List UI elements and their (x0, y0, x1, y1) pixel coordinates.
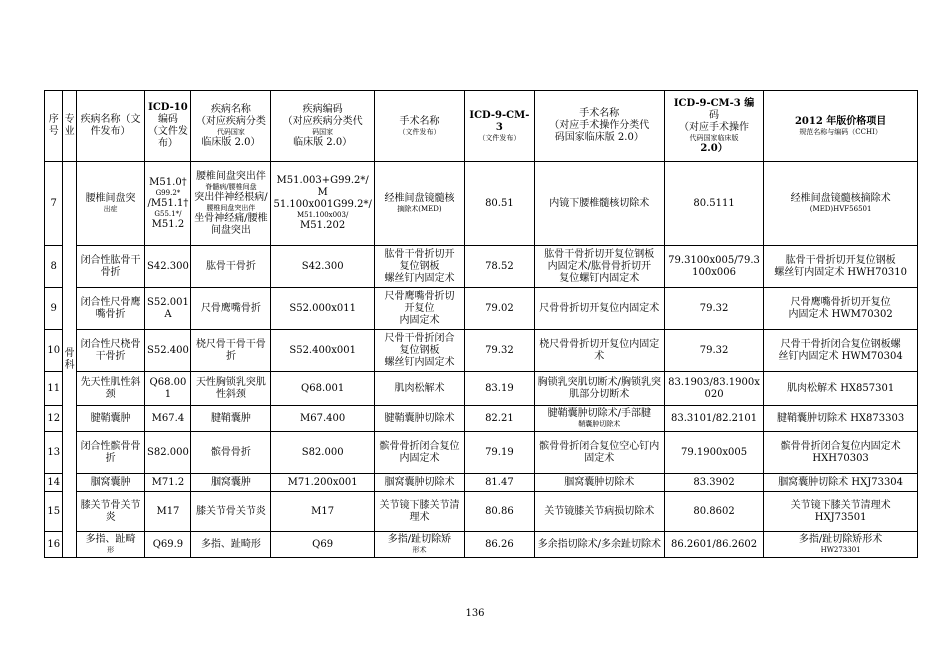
cell-disease: 闭合性肱骨干骨折 (76, 246, 145, 288)
cell-disease-class: 桡尺骨干骨干骨折 (191, 330, 271, 372)
cell-seq: 7 (45, 162, 63, 246)
cell-disease-code: S52.400x001 (271, 330, 374, 372)
cell-surgery: 肌肉松解术 (374, 372, 464, 406)
cell-disease-class: 腘窝囊肿 (191, 474, 271, 492)
table-header-row (45, 91, 918, 162)
cell-disease-code: M67.400 (271, 406, 374, 432)
cell-icd9-class: 83.3101/82.2101 (664, 406, 763, 432)
cell-icd9: 86.26 (465, 532, 535, 558)
cell-icd9: 83.19 (465, 372, 535, 406)
cell-seq: 13 (45, 432, 63, 474)
cell-icd9: 79.02 (465, 288, 535, 330)
cell-icd9-class: 83.3902 (664, 474, 763, 492)
cell-specialty: 骨科 (63, 162, 76, 558)
table-row (45, 246, 918, 288)
table-row (45, 492, 918, 532)
cell-icd9-class: 80.8602 (664, 492, 763, 532)
cell-disease-code: Q69 (271, 532, 374, 558)
cell-surgery-class: 尺骨骨折切开复位内固定术 (534, 288, 664, 330)
cell-surgery-class: 多余指切除术/多余趾切除术 (534, 532, 664, 558)
header-price-item: 2012 年版价格项目 规范名称与编码（CCHI） (764, 91, 918, 162)
cell-icd10: S82.000 (145, 432, 191, 474)
cell-disease: 膝关节骨关节炎 (76, 492, 145, 532)
cell-price: 腘窝囊肿切除术 HXJ73304 (764, 474, 918, 492)
table-row (45, 372, 918, 406)
header-disease-name-class: 疾病名称 （对应疾病分类 代码国家 临床版 2.0） (191, 91, 271, 162)
cell-surgery: 经椎间盘镜髓核 摘除术(MED) (374, 162, 464, 246)
cell-price: 肌肉松解术 HX857301 (764, 372, 918, 406)
cell-disease: 闭合性尺桡骨干骨折 (76, 330, 145, 372)
cell-icd10: S52.400 (145, 330, 191, 372)
cell-disease: 多指、趾畸 形 (76, 532, 145, 558)
cell-surgery: 尺骨鹰嘴骨折切 开复位 内固定术 (374, 288, 464, 330)
cell-icd9-class: 80.5111 (664, 162, 763, 246)
table-row (45, 406, 918, 432)
cell-disease: 腰椎间盘突 出症 (76, 162, 145, 246)
cell-icd9: 80.86 (465, 492, 535, 532)
cell-icd10: Q68.001 (145, 372, 191, 406)
cell-surgery: 肱骨干骨折切开 复位钢板 螺丝钉内固定术 (374, 246, 464, 288)
header-surgery-class: 手术名称 （对应手术操作分类代 码国家临床版 2.0） (534, 91, 664, 162)
cell-disease-class: 天性胸锁乳突肌性斜颈 (191, 372, 271, 406)
header-icd10: ICD-10 编码 （文件发布） (145, 91, 191, 162)
cell-icd9-class: 79.3100x005/79.3100x006 (664, 246, 763, 288)
cell-seq: 11 (45, 372, 63, 406)
cell-disease-class: 腰椎间盘突出伴 脊髓病/腰椎间盘 突出伴神经根病/ 腰椎间盘突出伴 坐骨神经痛/腰椎 间盘突出 (191, 162, 271, 246)
cell-disease-code: M71.200x001 (271, 474, 374, 492)
cell-seq: 8 (45, 246, 63, 288)
cell-surgery: 多指/趾切除矫 形术 (374, 532, 464, 558)
cell-icd10: S52.001A (145, 288, 191, 330)
cell-surgery-class: 桡尺骨骨折切开复位内固定术 (534, 330, 664, 372)
cell-disease-class: 膝关节骨关节炎 (191, 492, 271, 532)
cell-icd9-class: 79.1900x005 (664, 432, 763, 474)
header-icd9: ICD-9-CM-3 （文件发布） (465, 91, 535, 162)
cell-disease: 腱鞘囊肿 (76, 406, 145, 432)
cell-surgery: 关节镜下膝关节清理术 (374, 492, 464, 532)
cell-disease-code: S52.000x011 (271, 288, 374, 330)
procedure-table (44, 90, 918, 558)
cell-icd9: 82.21 (465, 406, 535, 432)
cell-price: 关节镜下膝关节清理术 HXJ73501 (764, 492, 918, 532)
cell-price: 髌骨骨折闭合复位内固定术 HXH70303 (764, 432, 918, 474)
cell-icd9-class: 79.32 (664, 330, 763, 372)
cell-disease-code: M17 (271, 492, 374, 532)
table-row (45, 432, 918, 474)
cell-surgery: 尺骨干骨折闭合 复位钢板 螺丝钉内固定术 (374, 330, 464, 372)
cell-disease-code: S42.300 (271, 246, 374, 288)
cell-icd9: 80.51 (465, 162, 535, 246)
cell-icd9-class: 86.2601/86.2602 (664, 532, 763, 558)
cell-icd10: M17 (145, 492, 191, 532)
cell-icd10: M51.0† G99.2* /M51.1† G55.1*/ M51.2 (145, 162, 191, 246)
cell-icd9-class: 79.32 (664, 288, 763, 330)
table-row (45, 330, 918, 372)
cell-price: 尺骨鹰嘴骨折切开复位 内固定术 HWM70302 (764, 288, 918, 330)
table-row (45, 474, 918, 492)
cell-surgery: 腱鞘囊肿切除术 (374, 406, 464, 432)
header-disease-code: 疾病编码 （对应疾病分类代 码国家 临床版 2.0） (271, 91, 374, 162)
cell-seq: 15 (45, 492, 63, 532)
cell-surgery-class: 髌骨骨折闭合复位空心钉内固定术 (534, 432, 664, 474)
cell-price: 尺骨干骨折闭合复位钢板螺 丝钉内固定术 HWM70304 (764, 330, 918, 372)
cell-seq: 10 (45, 330, 63, 372)
header-disease-name: 疾病名称（文件发布） (76, 91, 145, 162)
cell-surgery-class: 内镜下腰椎髓核切除术 (534, 162, 664, 246)
cell-price: 多指/趾切除矫形术 HW273301 (764, 532, 918, 558)
page-number: 136 (465, 608, 485, 619)
cell-icd9: 79.19 (465, 432, 535, 474)
cell-surgery: 腘窝囊肿切除术 (374, 474, 464, 492)
header-surgery-name: 手术名称 （文件发布） (374, 91, 464, 162)
cell-icd10: S42.300 (145, 246, 191, 288)
cell-surgery-class: 腱鞘囊肿切除术/手部腱 鞘囊肿切除术 (534, 406, 664, 432)
cell-price: 腱鞘囊肿切除术 HX873303 (764, 406, 918, 432)
cell-surgery-class: 腘窝囊肿切除术 (534, 474, 664, 492)
cell-disease-code: M51.003+G99.2*/M 51.100x001G99.2*/ M51.100x003/ M51.202 (271, 162, 374, 246)
cell-icd10: Q69.9 (145, 532, 191, 558)
cell-disease-class: 髌骨骨折 (191, 432, 271, 474)
cell-disease-class: 腱鞘囊肿 (191, 406, 271, 432)
cell-icd9: 78.52 (465, 246, 535, 288)
header-specialty: 专业 (63, 91, 76, 162)
cell-surgery-class: 关节镜膝关节病损切除术 (534, 492, 664, 532)
cell-surgery-class: 肱骨干骨折切开复位钢板 内固定术/肱骨骨折切开 复位螺钉内固定术 (534, 246, 664, 288)
cell-icd10: M71.2 (145, 474, 191, 492)
cell-disease: 先天性肌性斜颈 (76, 372, 145, 406)
cell-icd10: M67.4 (145, 406, 191, 432)
cell-seq: 9 (45, 288, 63, 330)
cell-icd9: 79.32 (465, 330, 535, 372)
cell-icd9-class: 83.1903/83.1900x020 (664, 372, 763, 406)
cell-seq: 12 (45, 406, 63, 432)
cell-icd9: 81.47 (465, 474, 535, 492)
cell-seq: 14 (45, 474, 63, 492)
cell-surgery-class: 胸锁乳突肌切断术/胸锁乳突肌部分切断术 (534, 372, 664, 406)
cell-disease: 闭合性髌骨骨折 (76, 432, 145, 474)
header-icd9-class: ICD-9-CM-3 编 码 （对应手术操作 代码国家临床版 2.0） (664, 91, 763, 162)
table-row (45, 532, 918, 558)
table-row (45, 288, 918, 330)
cell-price: 肱骨干骨折切开复位钢板 螺丝钉内固定术 HWH70310 (764, 246, 918, 288)
cell-disease-code: Q68.001 (271, 372, 374, 406)
cell-disease-class: 多指、趾畸形 (191, 532, 271, 558)
header-seq: 序号 (45, 91, 63, 162)
cell-disease: 闭合性尺骨鹰嘴骨折 (76, 288, 145, 330)
table-row (45, 162, 918, 246)
cell-seq: 16 (45, 532, 63, 558)
cell-disease-code: S82.000 (271, 432, 374, 474)
cell-disease-class: 尺骨鹰嘴骨折 (191, 288, 271, 330)
cell-disease: 腘窝囊肿 (76, 474, 145, 492)
cell-surgery: 髌骨骨折闭合复位内固定术 (374, 432, 464, 474)
cell-price: 经椎间盘镜髓核摘除术 (MED)HVF56501 (764, 162, 918, 246)
cell-disease-class: 肱骨干骨折 (191, 246, 271, 288)
